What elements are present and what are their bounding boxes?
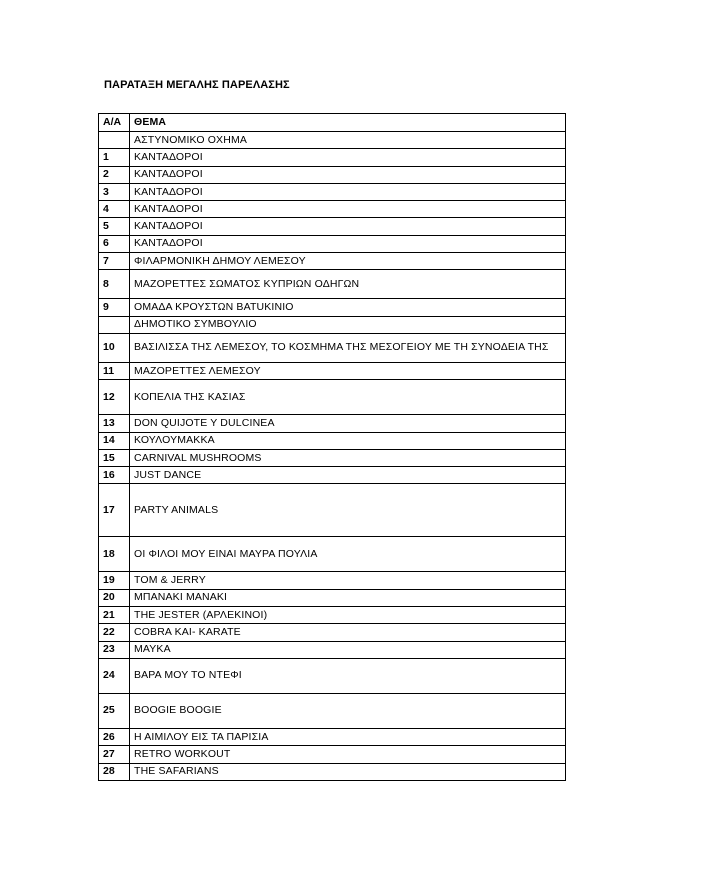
row-theme: ΜΑΥΚΑ — [130, 641, 566, 658]
row-theme: ΚΟΠΕΛΙΑ ΤΗΣ ΚΑΣΙΑΣ — [130, 380, 566, 415]
row-number: 25 — [99, 693, 130, 728]
row-theme: ΚΑΝΤΑΔΟΡΟΙ — [130, 201, 566, 218]
row-number: 6 — [99, 235, 130, 252]
row-theme: ΜΠΑΝΑΚΙ ΜΑΝΑΚΙ — [130, 589, 566, 606]
row-number: 7 — [99, 253, 130, 270]
table-row — [99, 415, 566, 432]
table-row — [99, 449, 566, 466]
row-number: 23 — [99, 641, 130, 658]
row-number: 1 — [99, 149, 130, 166]
table-row — [99, 607, 566, 624]
row-number: 15 — [99, 449, 130, 466]
row-number: 27 — [99, 746, 130, 763]
row-theme: ΚΑΝΤΑΔΟΡΟΙ — [130, 235, 566, 252]
row-theme: ΜΑΖΟΡΕΤΤΕΣ ΛΕΜΕΣΟΥ — [130, 362, 566, 379]
table-row — [99, 641, 566, 658]
row-number: 24 — [99, 658, 130, 693]
row-number: 10 — [99, 333, 130, 362]
table-row — [99, 183, 566, 200]
row-theme: ΑΣΤΥΝΟΜΙΚΟ ΟΧΗΜΑ — [130, 132, 566, 149]
row-number: 3 — [99, 183, 130, 200]
table-row — [99, 132, 566, 149]
row-number: 26 — [99, 728, 130, 745]
table-row — [99, 693, 566, 728]
row-theme: ΚΑΝΤΑΔΟΡΟΙ — [130, 183, 566, 200]
row-theme: COBRA ΚΑΙ- KARATE — [130, 624, 566, 641]
row-number: 12 — [99, 380, 130, 415]
table-row — [99, 333, 566, 362]
table-row — [99, 728, 566, 745]
row-number — [99, 132, 130, 149]
row-number: 21 — [99, 607, 130, 624]
row-theme: THE SAFARIANS — [130, 763, 566, 780]
table-header-row — [99, 114, 566, 132]
header-number: Α/Α — [99, 114, 130, 132]
row-number: 22 — [99, 624, 130, 641]
table-row — [99, 589, 566, 606]
row-theme: CARNIVAL MUSHROOMS — [130, 449, 566, 466]
row-number: 20 — [99, 589, 130, 606]
table-row — [99, 218, 566, 235]
table-row — [99, 316, 566, 333]
row-number: 2 — [99, 166, 130, 183]
row-number: 5 — [99, 218, 130, 235]
table-row — [99, 746, 566, 763]
table-row — [99, 624, 566, 641]
row-number: 14 — [99, 432, 130, 449]
row-number: 16 — [99, 467, 130, 484]
parade-table-body — [99, 132, 566, 781]
row-theme: Η ΑΙΜΙΛΟΥ ΕΙΣ ΤΑ ΠΑΡΙΣΙΑ — [130, 728, 566, 745]
row-theme: DON QUIJOTE Y DULCINEA — [130, 415, 566, 432]
row-number: 9 — [99, 299, 130, 316]
document-title: ΠΑΡΑΤΑΞΗ ΜΕΓΑΛΗΣ ΠΑΡΕΛΑΣΗΣ — [104, 79, 290, 91]
row-number: 19 — [99, 572, 130, 589]
row-theme: THE JESTER (ΑΡΛΕΚΙΝΟΙ) — [130, 607, 566, 624]
row-theme: ΚΟΥΛΟΥΜΑΚΚΑ — [130, 432, 566, 449]
row-theme: ΟΙ ΦΙΛΟΙ ΜΟΥ ΕΙΝΑΙ ΜΑΥΡΑ ΠΟΥΛΙΑ — [130, 537, 566, 572]
header-theme: ΘΕΜΑ — [130, 114, 566, 132]
row-number: 13 — [99, 415, 130, 432]
row-theme: JUST DANCE — [130, 467, 566, 484]
row-number: 18 — [99, 537, 130, 572]
row-theme: ΚΑΝΤΑΔΟΡΟΙ — [130, 166, 566, 183]
table-row — [99, 235, 566, 252]
row-theme: ΒΑΣΙΛΙΣΣΑ ΤΗΣ ΛΕΜΕΣΟΥ, ΤΟ ΚΟΣΜΗΜΑ ΤΗΣ ΜΕΣΟΓΕΙΟΥ ΜΕ ΤΗ ΣΥΝΟΔΕΙΑ ΤΗΣ — [130, 333, 566, 362]
table-row — [99, 149, 566, 166]
table-row — [99, 763, 566, 780]
row-theme: RETRO WORKOUT — [130, 746, 566, 763]
table-row — [99, 380, 566, 415]
row-theme: ΔΗΜΟΤΙΚΟ ΣΥΜΒΟΥΛΙΟ — [130, 316, 566, 333]
row-theme: ΒΑΡΑ ΜΟΥ ΤΟ ΝΤΕΦΙ — [130, 658, 566, 693]
table-row — [99, 201, 566, 218]
table-row — [99, 658, 566, 693]
row-theme: ΚΑΝΤΑΔΟΡΟΙ — [130, 218, 566, 235]
row-theme: ΟΜΑΔΑ ΚΡΟΥΣΤΩΝ BATUKINIO — [130, 299, 566, 316]
row-number: 8 — [99, 270, 130, 299]
table-row — [99, 537, 566, 572]
table-row — [99, 270, 566, 299]
table-row — [99, 432, 566, 449]
table-row — [99, 362, 566, 379]
row-theme: BOOGIE BOOGIE — [130, 693, 566, 728]
table-row — [99, 467, 566, 484]
row-theme: ΚΑΝΤΑΔΟΡΟΙ — [130, 149, 566, 166]
table-row — [99, 484, 566, 537]
row-number: 4 — [99, 201, 130, 218]
row-theme: ΜΑΖΟΡΕΤΤΕΣ ΣΩΜΑΤΟΣ ΚΥΠΡΙΩΝ ΟΔΗΓΩΝ — [130, 270, 566, 299]
row-theme: PARTY ANIMALS — [130, 484, 566, 537]
row-number: 11 — [99, 362, 130, 379]
row-number: 28 — [99, 763, 130, 780]
table-row — [99, 299, 566, 316]
row-number: 17 — [99, 484, 130, 537]
table-row — [99, 166, 566, 183]
table-row — [99, 572, 566, 589]
parade-table — [98, 113, 566, 781]
row-number — [99, 316, 130, 333]
row-theme: ΦΙΛΑΡΜΟΝΙΚΗ ΔΗΜΟΥ ΛΕΜΕΣΟΥ — [130, 253, 566, 270]
row-theme: TOM & JERRY — [130, 572, 566, 589]
table-row — [99, 253, 566, 270]
